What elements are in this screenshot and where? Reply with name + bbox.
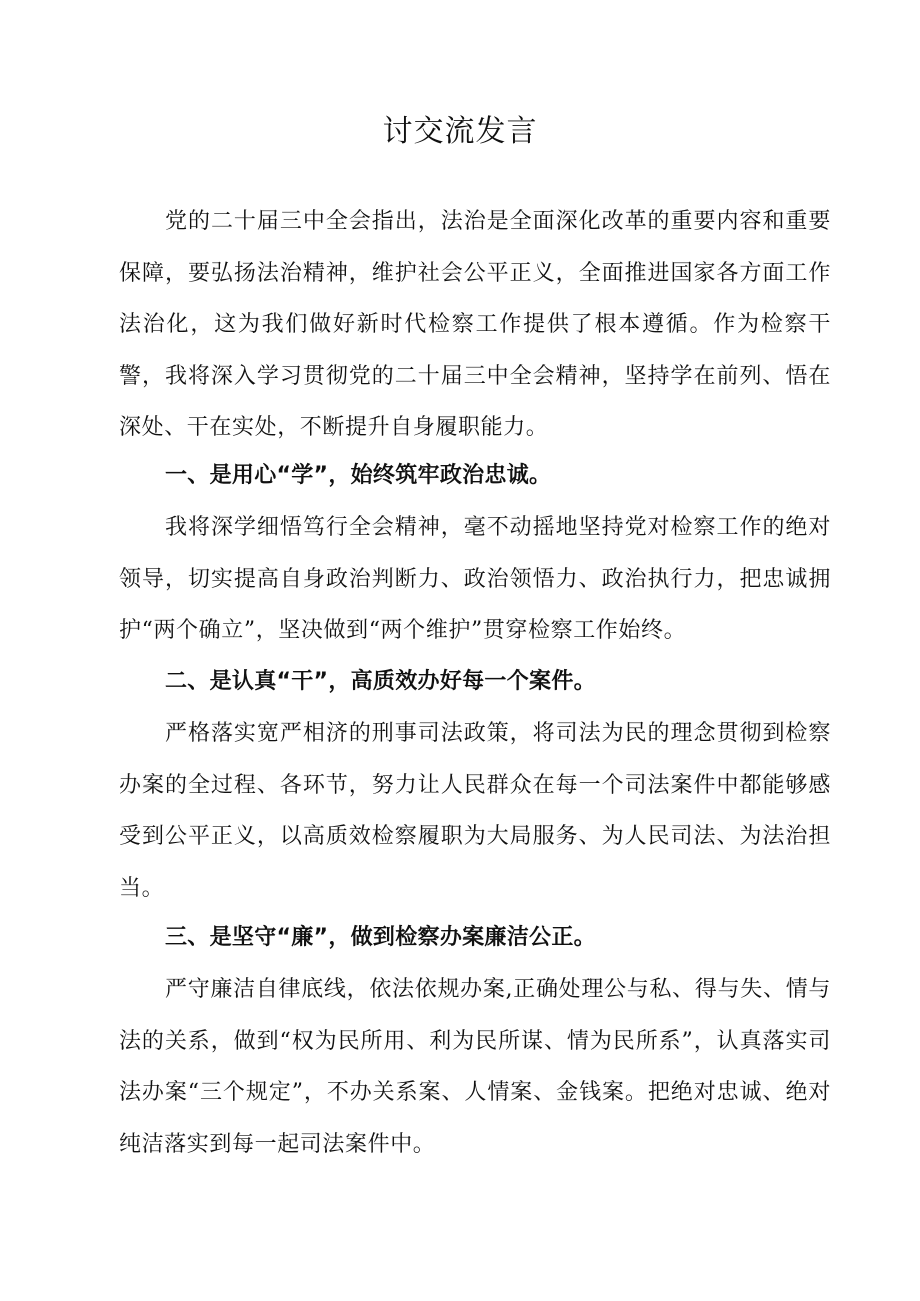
section-heading-work: 二、是认真“干”，高质效办好每一个案件。 xyxy=(165,669,596,694)
section-body-integrity: 严守廉洁自律底线，依法依规办案,正确处理公与私、得与失、情与法的关系，做到“权为民所用、利为民所谋、情为民所系”，认真落实司法办案“三个规定”，不办关系案、人情案、金钱案。把绝对忠诚、绝对纯洁落实到每一起司法案件中。 xyxy=(119,977,831,1157)
section-heading-integrity: 三、是坚守“廉”，做到检察办案廉洁公正。 xyxy=(165,925,596,950)
intro-paragraph: 党的二十届三中全会指出，法治是全面深化改革的重要内容和重要保障，要弘扬法治精神，维护社会公平正义，全面推进国家各方面工作法治化，这为我们做好新时代检察工作提供了根本遵循。作为检察干警，我将深入学习贯彻党的二十届三中全会精神，坚持学在前列、悟在深处、干在实处，不断提升自身履职能力。 xyxy=(119,209,831,441)
document-title: 讨交流发言 xyxy=(382,114,538,149)
section-heading-study: 一、是用心“学”，始终筑牢政治忠诚。 xyxy=(165,463,552,488)
section-body-study: 我将深学细悟笃行全会精神，毫不动摇地坚持党对检察工作的绝对领导，切实提高自身政治判断力、政治领悟力、政治执行力，把忠诚拥护“两个确立”，坚决做到“两个维护”贯穿检察工作始终。 xyxy=(119,515,831,644)
section-body-work: 严格落实宽严相济的刑事司法政策，将司法为民的理念贯彻到检察办案的全过程、各环节，努力让人民群众在每一个司法案件中都能够感受到公平正义，以高质效检察履职为大局服务、为人民司法、为法治担当。 xyxy=(119,721,831,901)
